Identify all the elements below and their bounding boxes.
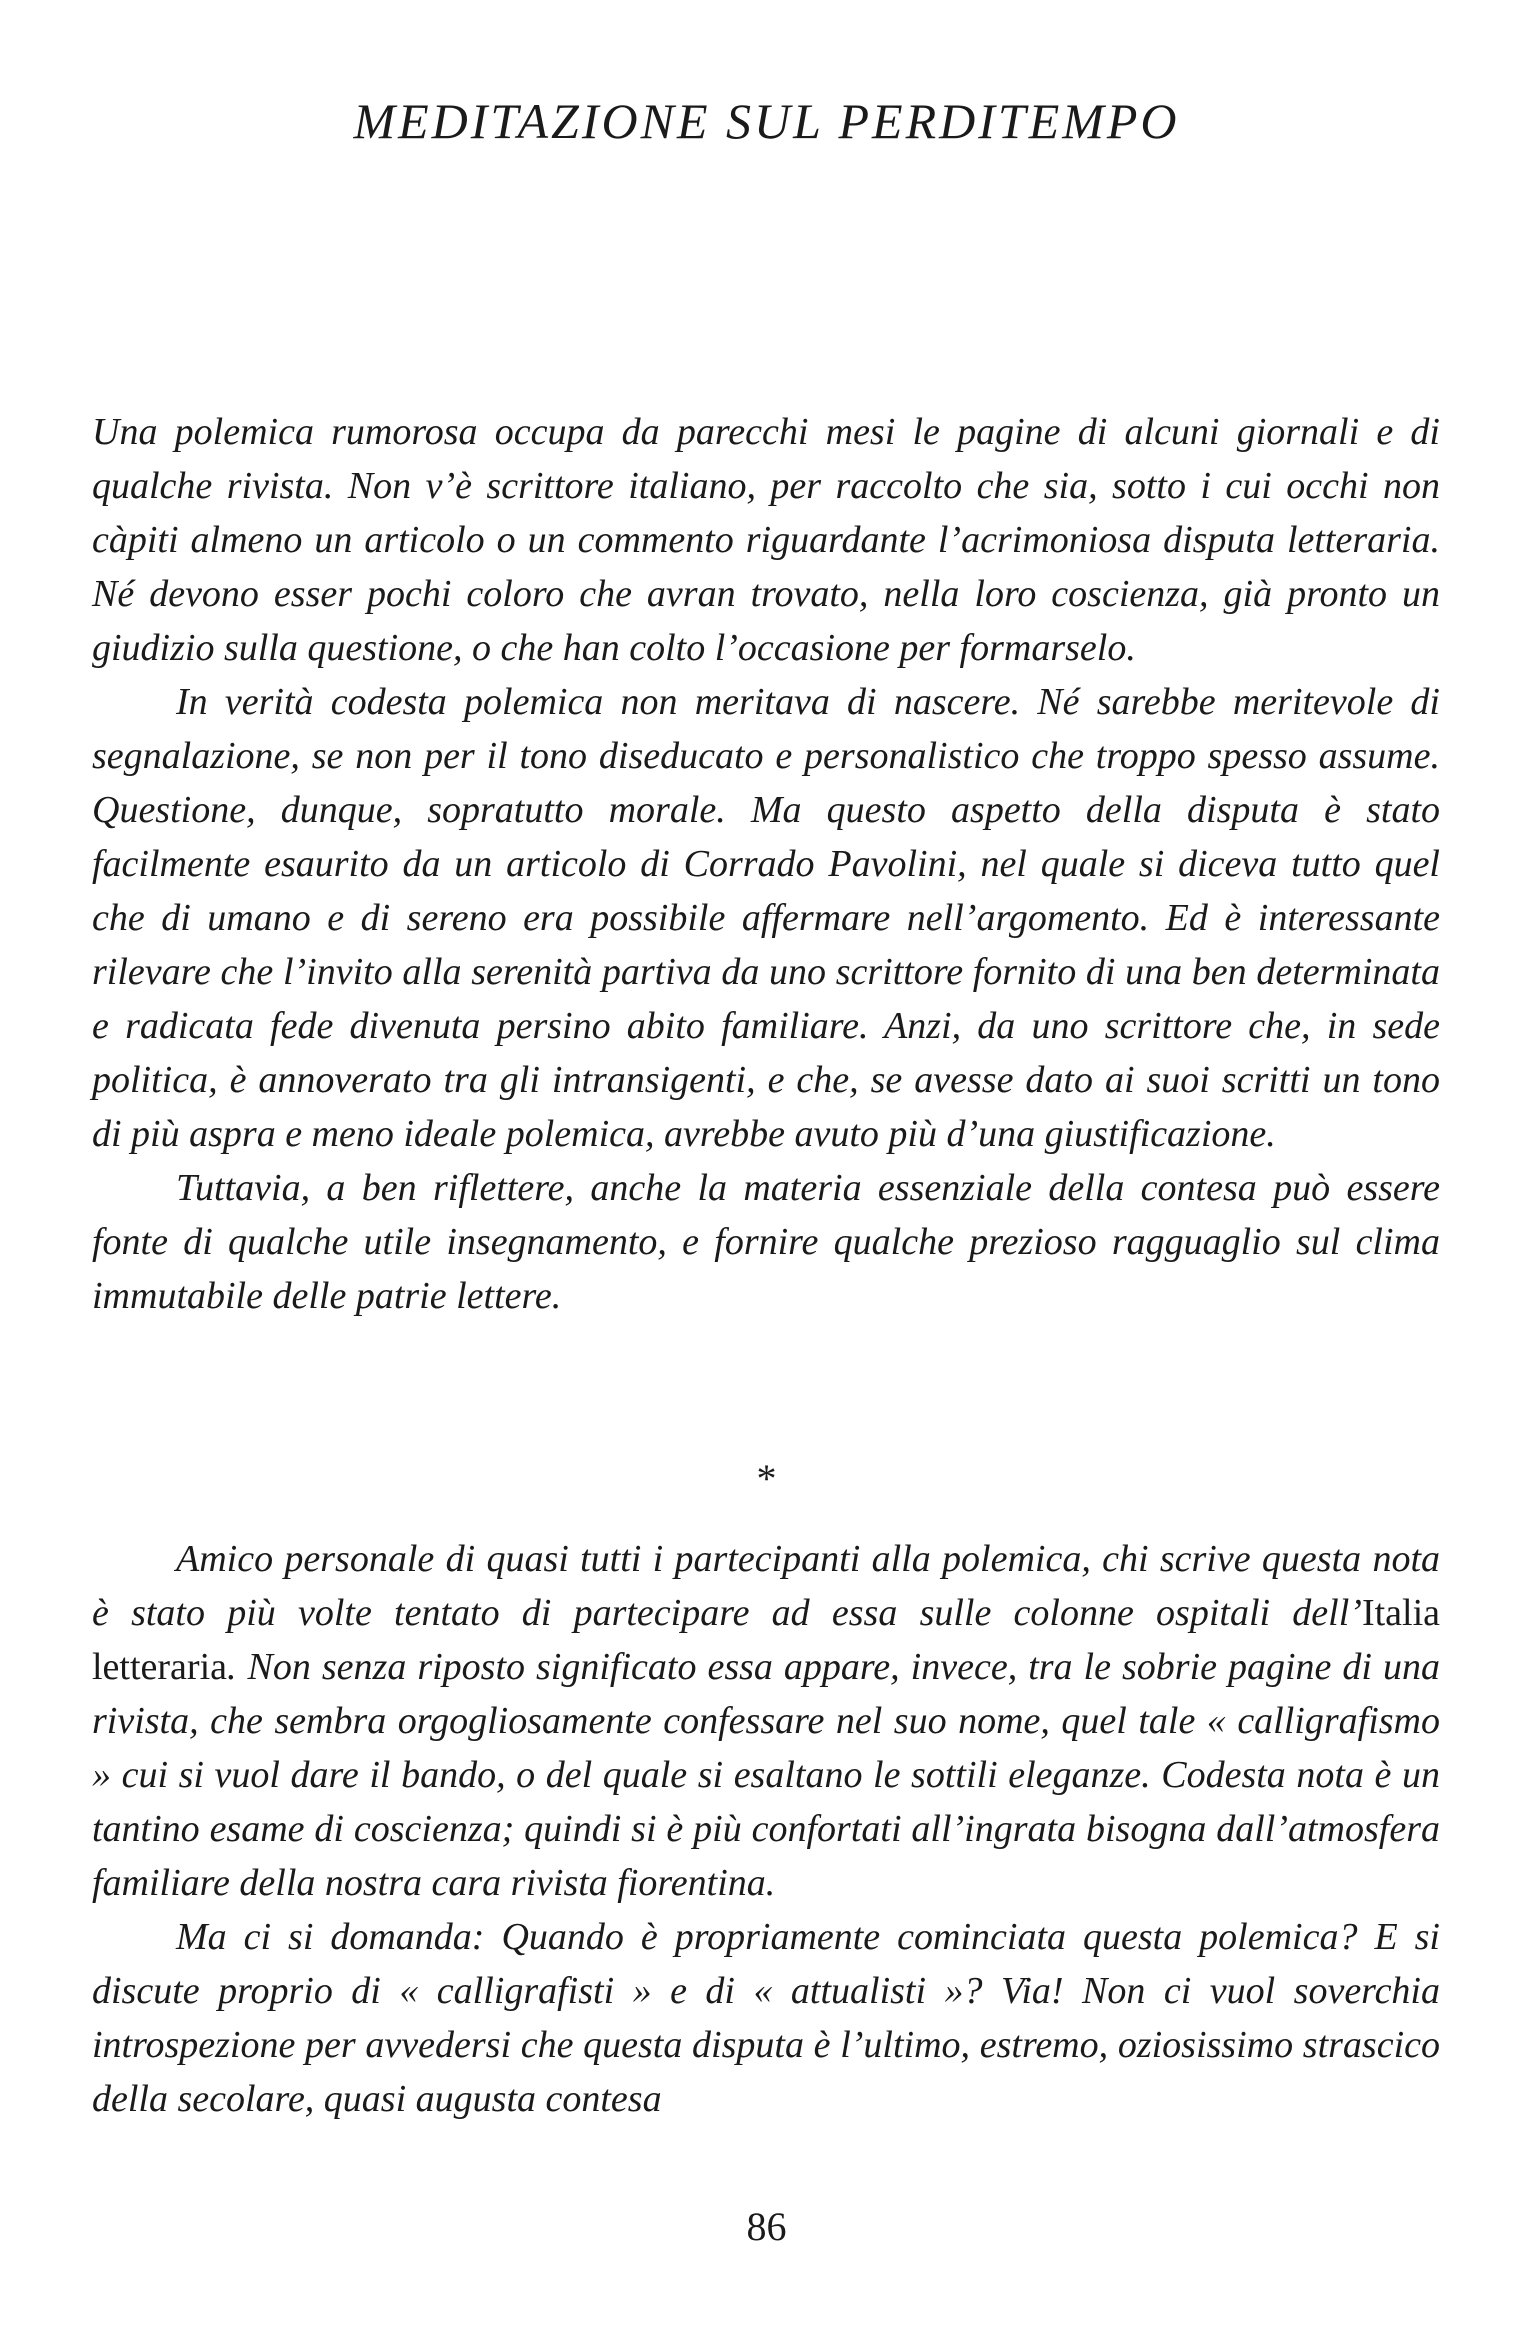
paragraph-4 xyxy=(92,1532,1440,1910)
paragraph-1: Una polemica rumorosa occupa da parecchi mesi le pagine di alcuni giornali e di qualche rivista. Non v’è scrittore italiano, per raccolto che sia, sotto i cui occhi non càpiti almeno un articolo o un commento riguardante l’acrimoniosa disputa letteraria. Né devono esser pochi coloro che avran trovato, nella loro coscienza, già pronto un giudizio sulla questione, o che han colto l’occasione per formarselo. xyxy=(92,411,1440,669)
magazine-name: Italia letteraria xyxy=(92,1592,1440,1688)
section-reflection xyxy=(92,1532,1440,2126)
section-intro xyxy=(92,405,1440,1323)
page-number: 86 xyxy=(746,2204,787,2249)
paragraph-4-start: Amico personale di quasi tutti i partecipanti alla polemica, chi scrive questa nota è stato più volte tentato di partecipare ad essa sulle colonne ospitali dell’ xyxy=(92,1538,1440,1634)
section-separator: * xyxy=(756,1456,777,1501)
paragraph-4-end: . Non senza riposto significato essa appare, invece, tra le sobrie pagine di una rivista, che sembra orgogliosamente confessare nel suo nome, quel tale « calligrafismo » cui si vuol dare il bando, o del quale si esaltano le sottili eleganze. Codesta nota è un tantino esame di coscienza; quindi si è più confortati all’ingrata bisogna dall’atmosfera familiare della nostra cara rivista fiorentina. xyxy=(92,1646,1440,1904)
page-title: MEDITAZIONE SUL PERDITEMPO xyxy=(353,93,1180,149)
paragraph-3: Tuttavia, a ben riflettere, anche la materia essenziale della contesa può essere fonte di qualche utile insegnamento, e fornire qualche prezioso ragguaglio sul clima immutabile delle patrie lettere. xyxy=(92,1167,1440,1317)
paragraph-5: Ma ci si domanda: Quando è propriamente cominciata questa polemica? E si discute proprio di « calligrafisti » e di « attualisti »? Via! Non ci vuol soverchia introspezione per avvedersi che questa disputa è l’ultimo, estremo, oziosissimo strascico della secolare, quasi augusta contesa xyxy=(92,1916,1440,2120)
paragraph-2: In verità codesta polemica non meritava di nascere. Né sarebbe meritevole di segnalazione, se non per il tono diseducato e personalistico che troppo spesso assume. Questione, dunque, sopratutto morale. Ma questo aspetto della disputa è stato facilmente esaurito da un articolo di Corrado Pavolini, nel quale si diceva tutto quel che di umano e di sereno era possibile affermare nell’argomento. Ed è interessante rilevare che l’invito alla serenità partiva da uno scrittore fornito di una ben determinata e radicata fede divenuta persino abito familiare. Anzi, da uno scrittore che, in sede politica, è annoverato tra gli intransigenti, e che, se avesse dato ai suoi scritti un tono di più aspra e meno ideale polemica, avrebbe avuto più d’una giustificazione. xyxy=(92,681,1440,1155)
